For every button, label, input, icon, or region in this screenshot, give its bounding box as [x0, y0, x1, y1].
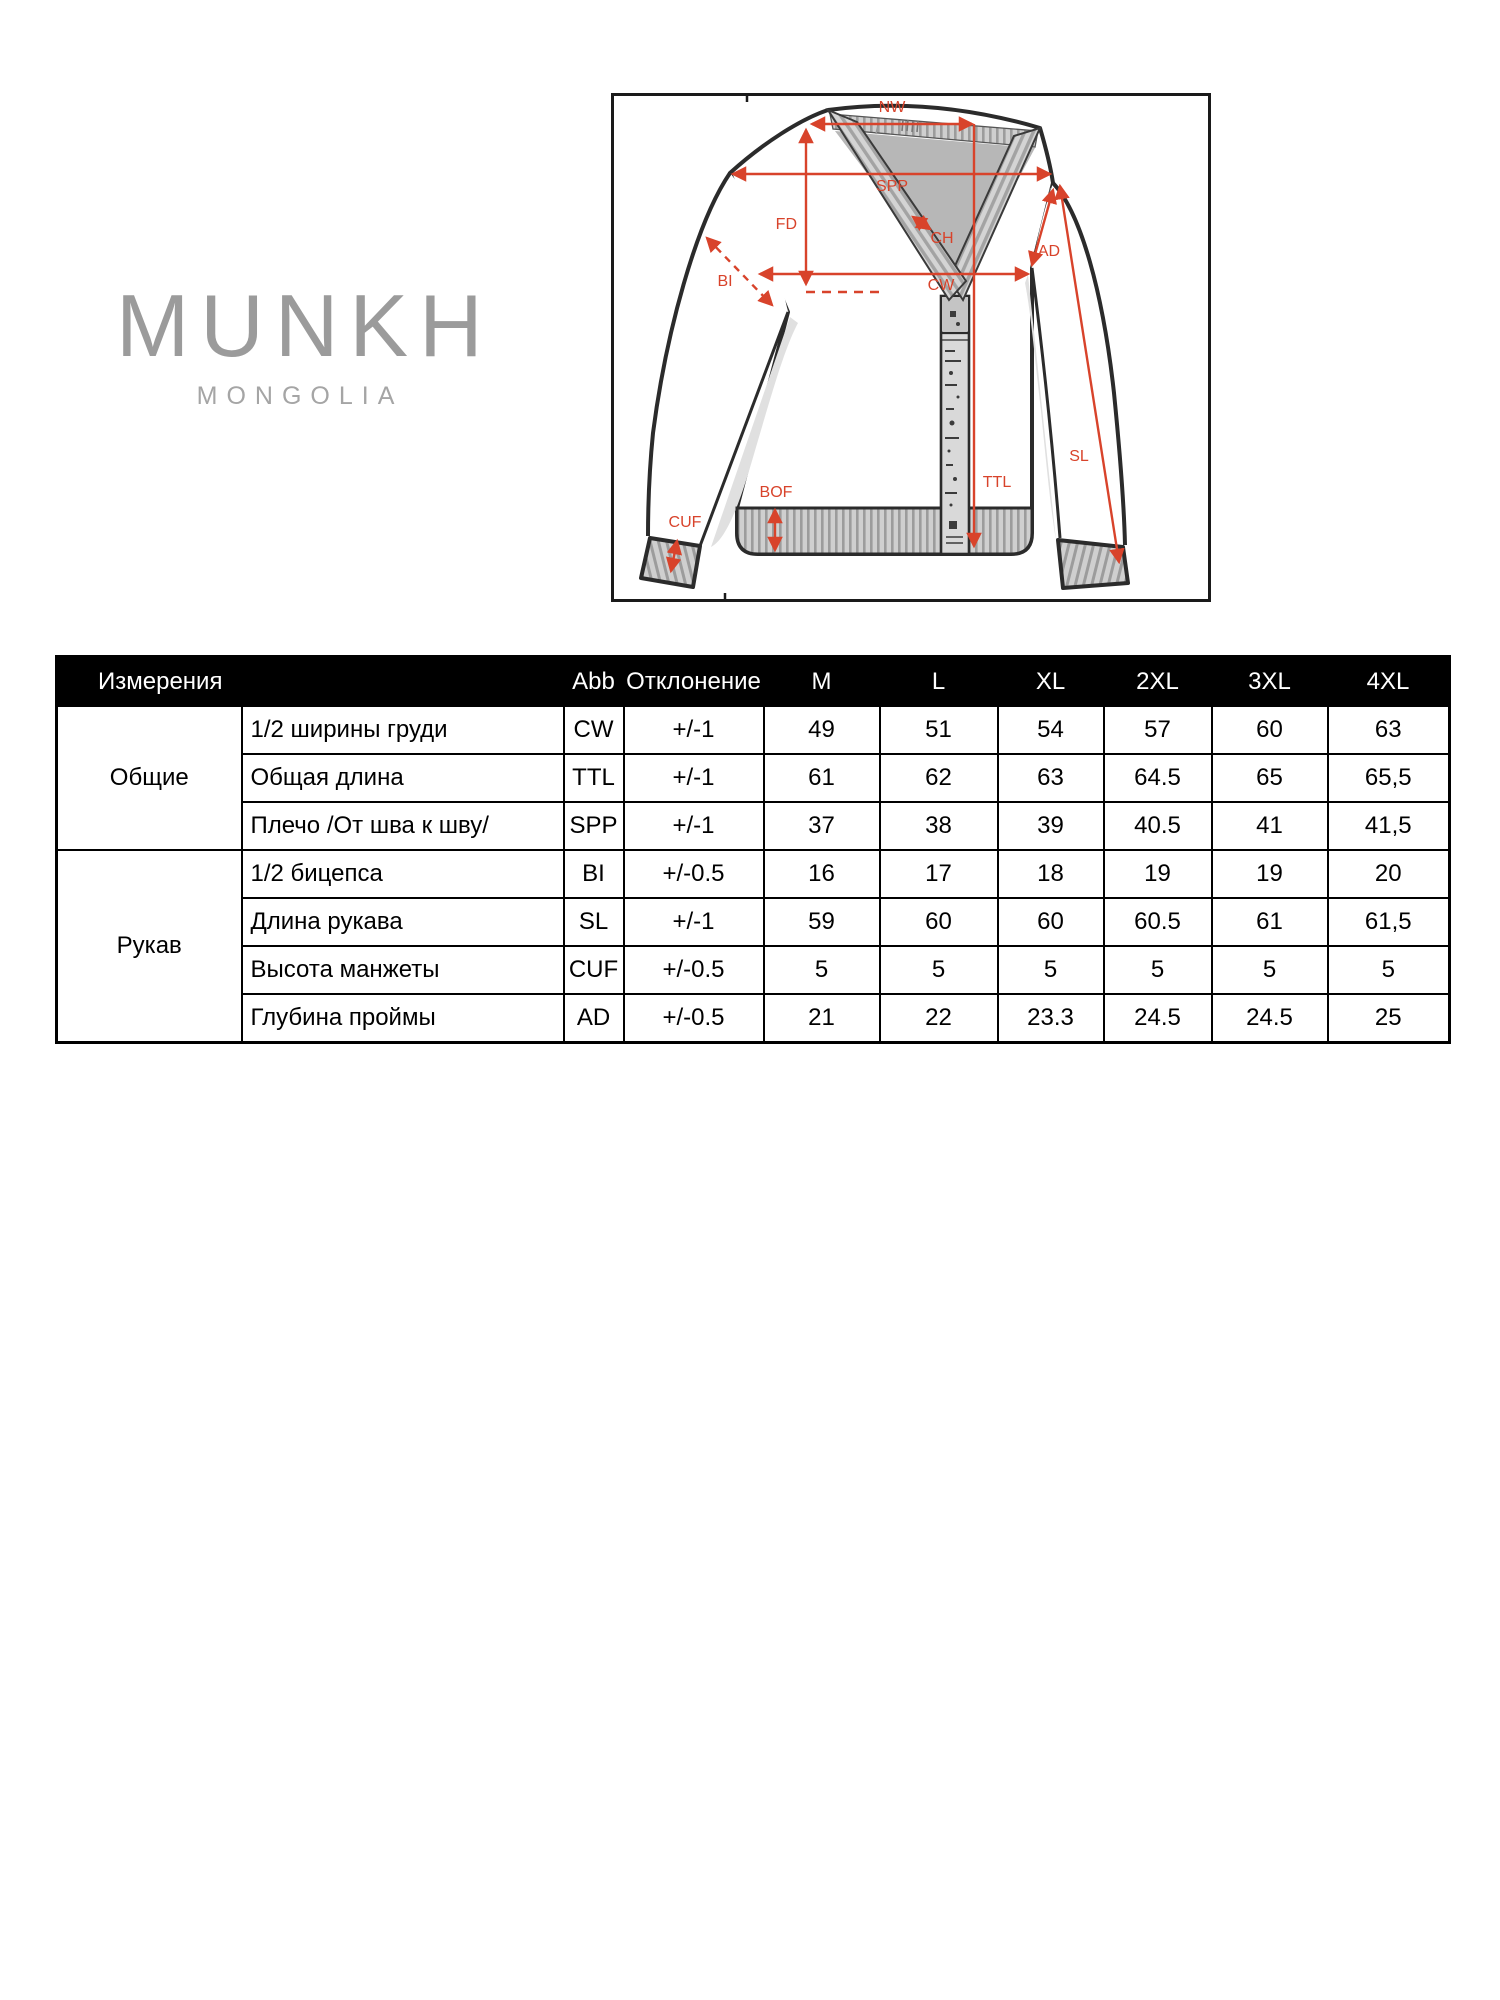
- value-cell: 51: [880, 706, 998, 754]
- value-cell: 5: [998, 946, 1104, 994]
- value-cell: 41,5: [1328, 802, 1450, 850]
- value-cell: 16: [764, 850, 880, 898]
- table-row: [57, 898, 1450, 946]
- value-cell: 5: [764, 946, 880, 994]
- group-cell: Рукав: [57, 850, 242, 1043]
- ad-label: AD: [1037, 243, 1061, 260]
- table-row: [57, 706, 1450, 754]
- fd-label: FD: [775, 216, 797, 233]
- abbreviation-cell: BI: [564, 850, 624, 898]
- value-cell: 39: [998, 802, 1104, 850]
- header-row: [57, 657, 1450, 707]
- value-cell: 54: [998, 706, 1104, 754]
- brand-name: MUNKH: [116, 276, 494, 375]
- value-cell: 19: [1212, 850, 1328, 898]
- value-cell: 60.5: [1104, 898, 1212, 946]
- deviation-header: Отклонение: [624, 657, 764, 707]
- value-cell: 20: [1328, 850, 1450, 898]
- deviation-cell: +/-0.5: [624, 994, 764, 1043]
- value-cell: 61: [764, 754, 880, 802]
- left-cuff: [641, 538, 700, 587]
- spp-label: SPP: [875, 178, 909, 195]
- size-column-header: M: [764, 657, 880, 707]
- size-column-header: 3XL: [1212, 657, 1328, 707]
- value-cell: 21: [764, 994, 880, 1043]
- deviation-cell: +/-1: [624, 706, 764, 754]
- size-column-header: 4XL: [1328, 657, 1450, 707]
- value-cell: 65: [1212, 754, 1328, 802]
- brand-subtitle: MONGOLIA: [196, 382, 404, 410]
- button-placket: [941, 296, 969, 554]
- measurements-header: Измерения: [57, 657, 564, 707]
- value-cell: 57: [1104, 706, 1212, 754]
- value-cell: 40.5: [1104, 802, 1212, 850]
- value-cell: 63: [998, 754, 1104, 802]
- value-cell: 62: [880, 754, 998, 802]
- parameter-cell: Длина рукава: [242, 898, 564, 946]
- nw-label: NW: [878, 99, 906, 116]
- value-cell: 41: [1212, 802, 1328, 850]
- value-cell: 5: [1212, 946, 1328, 994]
- value-cell: 5: [1104, 946, 1212, 994]
- parameter-cell: Глубина проймы: [242, 994, 564, 1043]
- parameter-cell: Общая длина: [242, 754, 564, 802]
- abbreviation-cell: CUF: [564, 946, 624, 994]
- deviation-cell: +/-1: [624, 802, 764, 850]
- abbreviation-cell: SL: [564, 898, 624, 946]
- bi-label: BI: [717, 273, 733, 290]
- deviation-cell: +/-0.5: [624, 850, 764, 898]
- group-cell: Общие: [57, 706, 242, 850]
- deviation-cell: +/-1: [624, 898, 764, 946]
- value-cell: 38: [880, 802, 998, 850]
- bof-label: BOF: [759, 484, 793, 501]
- value-cell: 5: [880, 946, 998, 994]
- abbreviation-cell: AD: [564, 994, 624, 1043]
- table-row: [57, 802, 1450, 850]
- table-row: [57, 850, 1450, 898]
- size-column-header: L: [880, 657, 998, 707]
- value-cell: 61: [1212, 898, 1328, 946]
- value-cell: 60: [1212, 706, 1328, 754]
- value-cell: 18: [998, 850, 1104, 898]
- parameter-cell: 1/2 бицепса: [242, 850, 564, 898]
- abbreviation-cell: CW: [564, 706, 624, 754]
- value-cell: 24.5: [1104, 994, 1212, 1043]
- cw-label: CW: [927, 277, 955, 294]
- table-row: [57, 946, 1450, 994]
- parameter-cell: 1/2 ширины груди: [242, 706, 564, 754]
- brand-logo: [116, 276, 494, 411]
- size-column-header: 2XL: [1104, 657, 1212, 707]
- abbreviation-cell: TTL: [564, 754, 624, 802]
- deviation-cell: +/-0.5: [624, 946, 764, 994]
- size-table-body: [57, 706, 1450, 1043]
- value-cell: 65,5: [1328, 754, 1450, 802]
- value-cell: 63: [1328, 706, 1450, 754]
- value-cell: 61,5: [1328, 898, 1450, 946]
- hem-ribbing: [737, 508, 1032, 554]
- value-cell: 49: [764, 706, 880, 754]
- value-cell: 24.5: [1212, 994, 1328, 1043]
- deviation-cell: +/-1: [624, 754, 764, 802]
- ch-label: CH: [930, 230, 954, 247]
- value-cell: 60: [880, 898, 998, 946]
- size-diagram: [611, 93, 1211, 602]
- parameter-cell: Плечо /От шва к шву/: [242, 802, 564, 850]
- abb-header: Abb: [564, 657, 624, 707]
- cuf-label: CUF: [668, 514, 702, 531]
- size-column-header: XL: [998, 657, 1104, 707]
- value-cell: 64.5: [1104, 754, 1212, 802]
- value-cell: 37: [764, 802, 880, 850]
- size-chart-table: [55, 655, 1451, 1044]
- value-cell: 19: [1104, 850, 1212, 898]
- table-row: [57, 994, 1450, 1043]
- value-cell: 17: [880, 850, 998, 898]
- value-cell: 22: [880, 994, 998, 1043]
- parameter-cell: Высота манжеты: [242, 946, 564, 994]
- value-cell: 23.3: [998, 994, 1104, 1043]
- table-row: [57, 754, 1450, 802]
- value-cell: 60: [998, 898, 1104, 946]
- value-cell: 5: [1328, 946, 1450, 994]
- abbreviation-cell: SPP: [564, 802, 624, 850]
- cardigan-illustration: [611, 93, 1211, 602]
- value-cell: 25: [1328, 994, 1450, 1043]
- ttl-label: TTL: [982, 474, 1012, 491]
- sl-label: SL: [1069, 448, 1089, 465]
- value-cell: 59: [764, 898, 880, 946]
